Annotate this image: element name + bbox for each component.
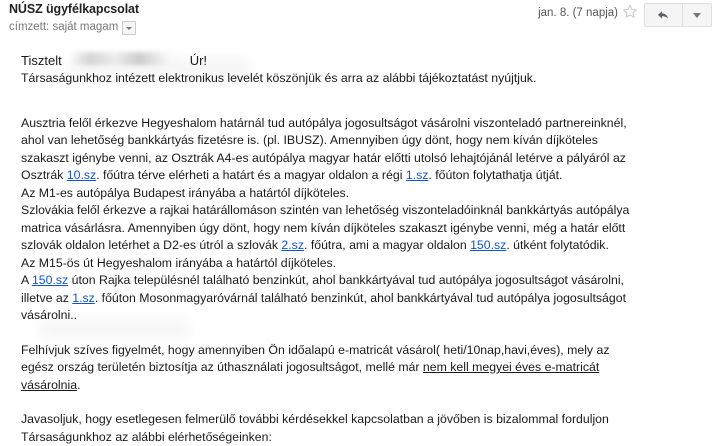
closing-paragraph bbox=[21, 411, 704, 446]
link-road-1-mosonmagyarovar[interactable]: 1.sz bbox=[72, 291, 95, 305]
gas-line-3: vásárolni.. bbox=[21, 307, 704, 325]
slovakia-line-3-text-a: szlovák oldalon letérhet a D2-es útról a szlovák bbox=[21, 238, 278, 252]
notice-line-3 bbox=[21, 377, 704, 395]
closing-line-2: Társaságunkhoz az alábbi elérhetőségeinken: bbox=[21, 429, 704, 446]
more-options-button[interactable] bbox=[683, 4, 711, 26]
intro-paragraph: Társaságunkhoz intézett elektronikus levelét köszönjük és arra az alábbi tájékoztatást nyújtjuk. bbox=[21, 70, 704, 88]
link-road-1[interactable]: 1.sz bbox=[406, 168, 429, 182]
notice-line-2 bbox=[21, 359, 704, 377]
austria-line-4-text-b: . főútra térve elérheti a határt és a magyar oldalon a régi bbox=[96, 168, 402, 182]
austria-line-4-text-c: . főúton folytathatja útját. bbox=[428, 168, 562, 182]
gas-line-1 bbox=[21, 272, 704, 290]
star-icon[interactable] bbox=[622, 4, 638, 22]
notice-line-3-period: . bbox=[77, 378, 80, 392]
link-road-150-rajka[interactable]: 150.sz bbox=[32, 273, 68, 287]
austria-line-4-text-a: Osztrák bbox=[21, 168, 63, 182]
notice-line-2-text: egész ország területén biztosítja az úthasználati jogosultságot, mellé már bbox=[21, 360, 420, 374]
redacted-name bbox=[70, 52, 182, 65]
slovakia-line-2: matrica vásárlásra. Amennyiben úgy dönt, hogy nem kíván díjköteles szakaszt igénybe venni, még a határ előtt bbox=[21, 220, 704, 238]
gas-line-2 bbox=[21, 290, 704, 308]
link-road-2[interactable]: 2.sz bbox=[281, 238, 304, 252]
message-header bbox=[0, 0, 718, 42]
notice-line-1: Felhívjuk szíves figyelmét, hogy amennyiben Ön időalapú e-matricát vásárol( heti/10nap,havi,éves), mely az bbox=[21, 342, 704, 360]
sender-name: NÚSZ ügyfélkapcsolat bbox=[9, 2, 139, 17]
gas-line-1-text-b: úton Rajka településnél található benzinkút, ahol bankkártyával tud autópálya jogosultságot vásárolni, bbox=[72, 273, 624, 287]
m15-line: Az M15-ös út Hegyeshalom irányába a határtól díjköteles. bbox=[21, 255, 704, 273]
recipient-details-caret-icon[interactable] bbox=[122, 21, 136, 35]
gas-line-2-text-a: illetve az bbox=[21, 291, 69, 305]
austria-line-3: szakaszt igénybe venni, az Osztrák A4-es autópálya magyar határ előtti utolsó lehajtójánál letérve a pályáról az bbox=[21, 150, 704, 168]
austria-line-1: Ausztria felől érkezve Hegyeshalom határnál tud autópálya jogosultságot vásárolni viszonteladó partnereinknél, bbox=[21, 115, 704, 133]
slovakia-line-3-text-b: . főútra, ami a magyar oldalon bbox=[304, 238, 467, 252]
gas-line-2-text-b: . főúton Mosonmagyaróvárnál található benzinkút, ahol bankkártyával tud autópálya jogosultságot bbox=[95, 291, 626, 305]
recipient-label: címzett: saját magam bbox=[9, 20, 118, 34]
austria-line-4 bbox=[21, 167, 704, 185]
sender-block bbox=[9, 2, 139, 34]
closing-line-1: Javasoljuk, hogy esetlegesen felmerülő további kérdésekkel kapcsolatban a jövőben is bizalommal forduljon bbox=[21, 411, 704, 429]
slovakia-line-3 bbox=[21, 237, 704, 255]
header-button-group bbox=[644, 3, 712, 27]
gas-line-1-text-a: A bbox=[21, 273, 29, 287]
reply-button[interactable] bbox=[645, 4, 683, 26]
notice-emphasis-1: nem kell megyei éves e-matricát bbox=[423, 360, 599, 374]
recipient-row[interactable] bbox=[9, 20, 139, 34]
notice-paragraph bbox=[21, 342, 704, 395]
greeting-line bbox=[21, 52, 704, 70]
austria-line-2: ahol van lehetőség bankkártyás fizetésre is. (pl. IBUSZ). Amennyiben úgy dönt, hogy nem kíván díjköteles bbox=[21, 132, 704, 150]
notice-emphasis-2: vásárolnia bbox=[21, 378, 77, 392]
slovakia-line-3-text-c: . útként folytatódik. bbox=[506, 238, 609, 252]
link-road-150[interactable]: 150.sz bbox=[470, 238, 506, 252]
chevron-down-icon bbox=[693, 13, 701, 18]
link-road-10[interactable]: 10.sz bbox=[67, 168, 96, 182]
greeting-suffix: Úr! bbox=[190, 52, 207, 70]
austria-paragraph bbox=[21, 115, 704, 325]
greeting-prefix: Tisztelt bbox=[21, 52, 62, 70]
header-actions bbox=[538, 3, 712, 27]
message-body bbox=[0, 52, 718, 446]
slovakia-line-1: Szlovákia felől érkezve a rajkai határállomáson szintén van lehetőség viszonteladóinknál bankkártyás autópálya bbox=[21, 202, 704, 220]
m1-line: Az M1-es autópálya Budapest irányába a határtól díjköteles. bbox=[21, 185, 704, 203]
message-date: jan. 8. (7 napja) bbox=[538, 3, 618, 23]
